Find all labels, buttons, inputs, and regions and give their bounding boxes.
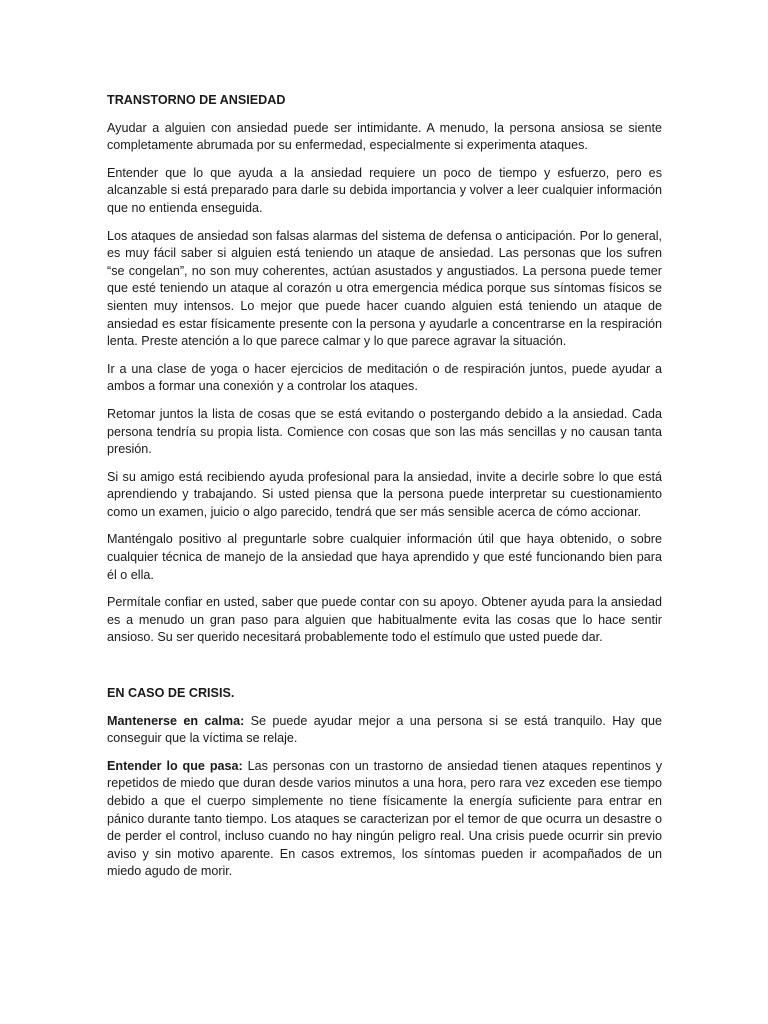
crisis-item-lead: Entender lo que pasa: [107, 758, 243, 773]
crisis-item-text: Las personas con un trastorno de ansiedad tienen ataques repentinos y repetidos de miedo que duran desde varios minutos a una hora, pero rara vez exceden ese tiempo debido a que el cuerpo simplemente no tiene físicamente la energía suficiente para entrar en pánico durante tanto tiempo. Los ataques se caracterizan por el temor de que ocurra un desastre o de perder el control, incluso cuando no hay ningún peligro real. Una crisis puede ocurrir sin previo aviso y sin motivo aparente. En casos extremos, los síntomas pueden ir acompañados de un miedo agudo de morir. [107, 758, 662, 879]
paragraph-5: Retomar juntos la lista de cosas que se está evitando o postergando debido a la ansiedad. Cada persona tendría su propia lista. Comience con cosas que son las más sencillas y no causan tanta presión. [107, 406, 662, 457]
crisis-item-text: Se puede ayudar mejor a una persona si se está tranquilo. Hay que conseguir que la víctima se relaje. [107, 713, 662, 746]
paragraph-2: Entender que lo que ayuda a la ansiedad requiere un poco de tiempo y esfuerzo, pero es alcanzable si está preparado para darle su debida importancia y volver a leer cualquier información que no entienda enseguida. [107, 165, 662, 215]
paragraph-3: Los ataques de ansiedad son falsas alarmas del sistema de defensa o anticipación. Por lo general, es muy fácil saber si alguien está teniendo un ataque de ansiedad. Las personas que los sufren “se congelan”, no son muy coherentes, actúan asustados y angustiados. La persona puede temer que esté teniendo un ataque al corazón u otra emergencia médica porque sus síntomas físicos se sienten muy intensos. Lo mejor que puede hacer cuando alguien está teniendo un ataque de ansiedad es estar físicamente presente con la persona y ayudarle a concentrarse en la respiración lenta. Preste atención a lo que parece calmar y lo que parece agravar la situación. [107, 228, 662, 349]
paragraph-6: Si su amigo está recibiendo ayuda profesional para la ansiedad, invite a decirle sobre lo que está aprendiendo y trabajando. Si usted piensa que la persona puede interpretar su cuestionamiento como un examen, juicio o algo parecido, tendrá que ser más sensible acerca de cómo accionar. [107, 469, 662, 519]
section-title-anxiety: TRANSTORNO DE ANSIEDAD [107, 93, 286, 107]
paragraph-8: Permítale confiar en usted, saber que puede contar con su apoyo. Obtener ayuda para la ansiedad es a menudo un gran paso para alguien que habitualmente evita las cosas que lo hace sentir ansioso. Su ser querido necesitará probablemente todo el estímulo que usted puede dar. [107, 595, 662, 645]
document-page [107, 92, 662, 891]
paragraph-7: Manténgalo positivo al preguntarle sobre cualquier información útil que haya obtenido, o sobre cualquier técnica de manejo de la ansiedad que haya aprendido y que esté funcionando bien para él o ella. [107, 532, 662, 582]
paragraph-1: Ayudar a alguien con ansiedad puede ser intimidante. A menudo, la persona ansiosa se siente completamente abrumada por su enfermedad, especialmente si experimenta ataques. [107, 120, 662, 153]
section-spacer [107, 657, 662, 685]
section-title-crisis: EN CASO DE CRISIS. [107, 686, 235, 701]
paragraph-4: Ir a una clase de yoga o hacer ejercicios de meditación o de respiración juntos, puede ayudar a ambos a formar una conexión y a controlar los ataques. [107, 361, 662, 394]
crisis-item-lead: Mantenerse en calma: [107, 713, 245, 728]
crisis-item-understand [107, 758, 662, 881]
crisis-item-calm [107, 713, 662, 748]
